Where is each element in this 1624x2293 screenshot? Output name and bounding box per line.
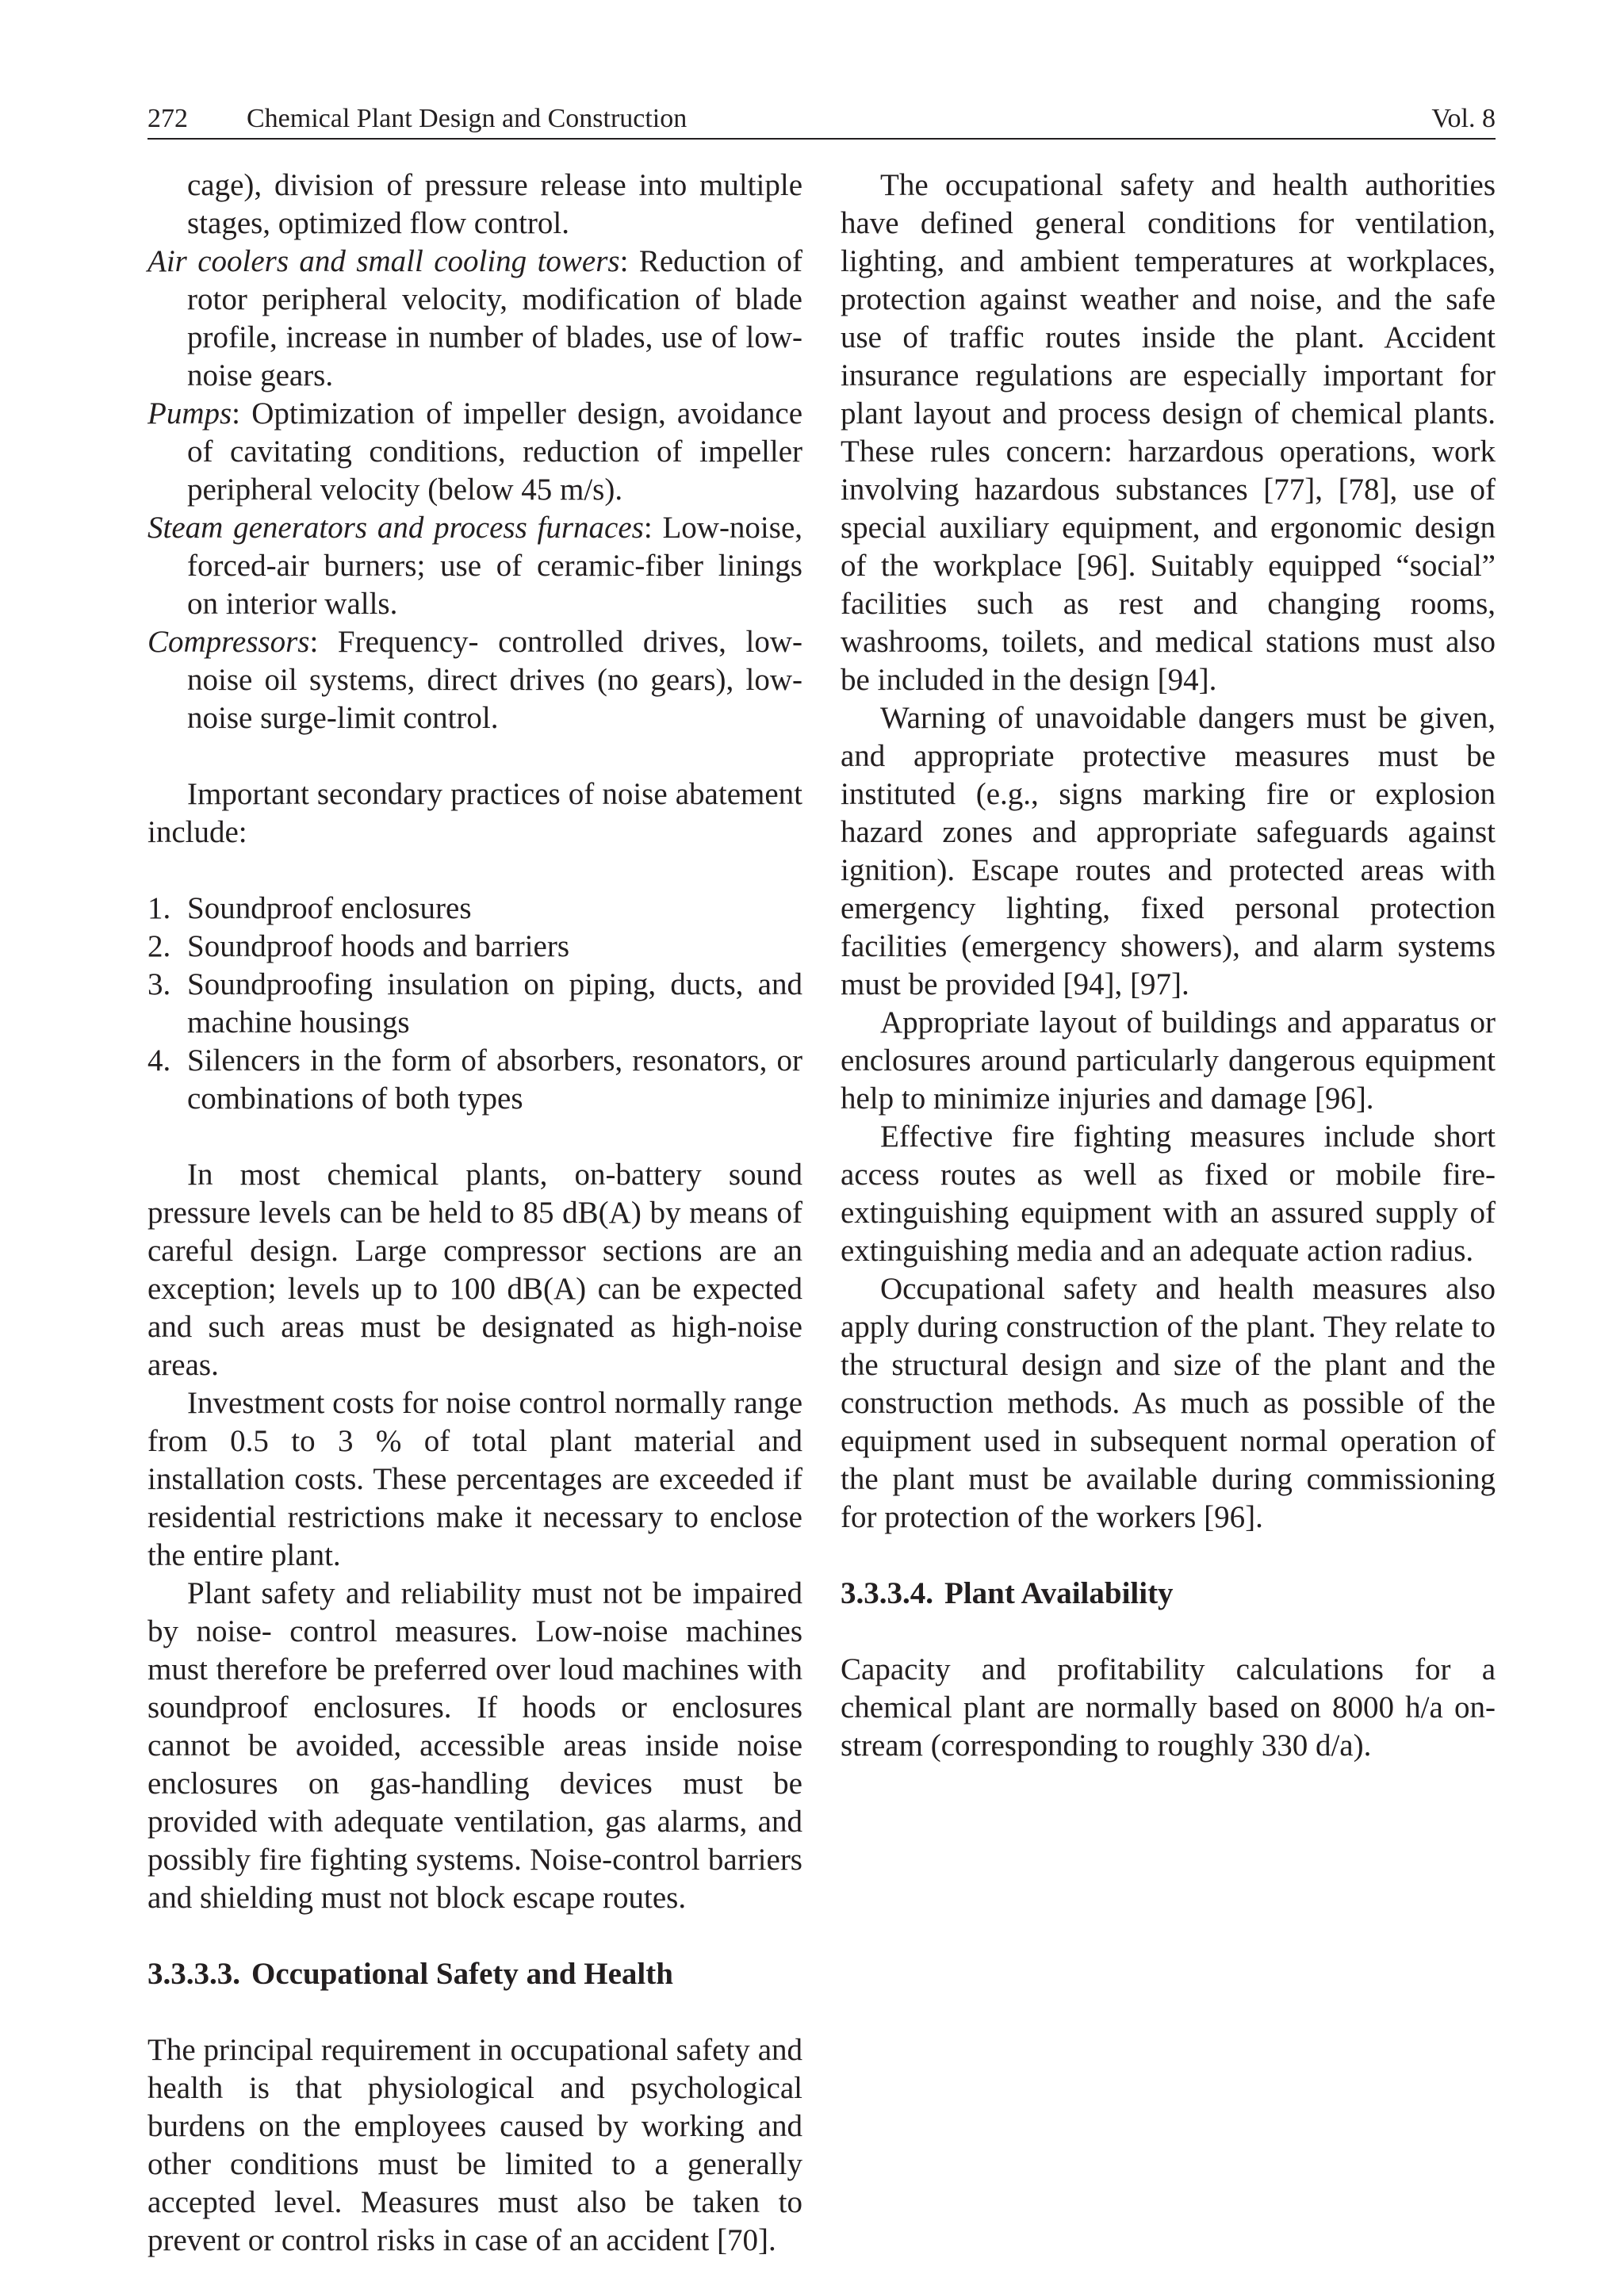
paragraph: Appropriate layout of buildings and apparatus or enclosures around particularly dangerous equipment help to minimize injuries and damage [96]. (841, 1005, 1496, 1116)
list-number: 3. (147, 967, 171, 1001)
left-column (147, 167, 802, 2260)
noise-source-item (147, 243, 802, 395)
item-term: Air coolers and small cooling towers (147, 244, 620, 278)
list-item (147, 890, 802, 928)
item-text: : Low-noise, forced-air burners; use of ceramic-fiber linings on interior walls. (187, 511, 803, 621)
list-number: 2. (147, 929, 171, 963)
numbered-list (147, 890, 802, 1118)
paragraph: In most chemical plants, on-battery sound pressure levels can be held to 85 dB(A) by means of careful design. Large compressor sections are an exception; levels up to 100 dB(A) can be expected and such areas must be designated as high-noise areas. (147, 1158, 802, 1382)
item-term: Compressors (147, 625, 310, 659)
noise-source-item (147, 395, 802, 509)
section-number: 3.3.3.4. (841, 1576, 933, 1610)
list-number: 4. (147, 1043, 171, 1078)
book-title: Chemical Plant Design and Construction (247, 104, 688, 133)
paragraph: Investment costs for noise control normally range from 0.5 to 3 % of total plant material and installation costs. These percentages are exceeded if residential restrictions make it necessary to enclose the entire plant. (147, 1386, 802, 1572)
list-number: 1. (147, 891, 171, 925)
paragraph: Capacity and profitability calculations for a chemical plant are normally based on 8000 h/a on-stream (corresponding to roughly 330 d/a). (841, 1652, 1496, 1763)
list-item (147, 966, 802, 1042)
volume-label: Vol. 8 (1431, 104, 1496, 133)
section-number: 3.3.3.3. (147, 1957, 240, 1991)
page-number: 272 (147, 104, 188, 133)
item-text: : Optimization of impeller design, avoidance of cavitating conditions, reduction of impeller peripheral velocity (below 45 m/s). (187, 396, 802, 507)
continued-text: cage), division of pressure release into multiple stages, optimized flow control. (187, 168, 802, 240)
item-text: : Frequency- controlled drives, low-noise oil systems, direct drives (no gears), low-noise surge-limit control. (187, 625, 802, 735)
item-term: Pumps (147, 396, 232, 431)
right-column (841, 167, 1496, 1765)
paragraph: Effective fire fighting measures include short access routes as well as fixed or mobile fire-extinguishing equipment with an assured supply of extinguishing media and an adequate action radius. (841, 1120, 1496, 1268)
running-header (147, 97, 1496, 140)
section-heading (841, 1575, 1496, 1613)
list-text: Soundproof hoods and barriers (187, 929, 569, 963)
section-title: Plant Availability (944, 1576, 1174, 1610)
section-heading (147, 1955, 802, 1993)
list-item (147, 928, 802, 966)
noise-source-item (147, 623, 802, 737)
paragraph: The occupational safety and health authorities have defined general conditions for ventilation, lighting, and ambient temperatures at workplaces, protection against weather and noise, and the safe use of traffic routes inside the plant. Accident insurance regulations are especially important for plant layout and process design of chemical plants. These rules concern: harzardous operations, work involving hazardous substances [77], [78], use of special auxiliary equipment, and ergonomic design of the workplace [96]. Suitably equipped “social” facilities such as rest and changing rooms, washrooms, toilets, and medical stations must also be included in the design [94]. (841, 168, 1496, 697)
paragraph: Occupational safety and health measures also apply during construction of the plant. They relate to the structural design and size of the plant and the construction methods. As much as possible of the equipment used in subsequent normal operation of the plant must be available during commissioning for protection of the workers [96]. (841, 1272, 1496, 1534)
noise-source-item (147, 509, 802, 623)
list-text: Soundproofing insulation on piping, ducts, and machine housings (187, 967, 802, 1039)
item-text: : Reduction of rotor peripheral velocity, modification of blade profile, increase in number of blades, use of low-noise gears. (187, 244, 802, 392)
list-text: Silencers in the form of absorbers, resonators, or combinations of both types (187, 1043, 802, 1116)
list-text: Soundproof enclosures (187, 891, 472, 925)
paragraph: The principal requirement in occupational safety and health is that physiological and psychological burdens on the employees caused by working and other conditions must be limited to a generally accepted level. Measures must also be taken to prevent or control risks in case of an accident [70]. (147, 2033, 802, 2257)
paragraph: Warning of unavoidable dangers must be given, and appropriate protective measures must be instituted (e.g., signs marking fire or explosion hazard zones and appropriate safeguards against ignition). Escape routes and protected areas with emergency lighting, fixed personal protection facilities (emergency showers), and alarm systems must be provided [94], [97]. (841, 701, 1496, 1001)
list-item (147, 1042, 802, 1118)
section-title: Occupational Safety and Health (251, 1957, 673, 1991)
paragraph: Important secondary practices of noise abatement include: (147, 777, 802, 849)
item-term: Steam generators and process furnaces (147, 511, 644, 545)
paragraph: Plant safety and reliability must not be impaired by noise- control measures. Low-noise machines must therefore be preferred over loud machines with soundproof enclosures. If hoods or enclosures cannot be avoided, accessible areas inside noise enclosures on gas-handling devices must be provided with adequate ventilation, gas alarms, and possibly fire fighting systems. Noise-control barriers and shielding must not block escape routes. (147, 1576, 802, 1915)
